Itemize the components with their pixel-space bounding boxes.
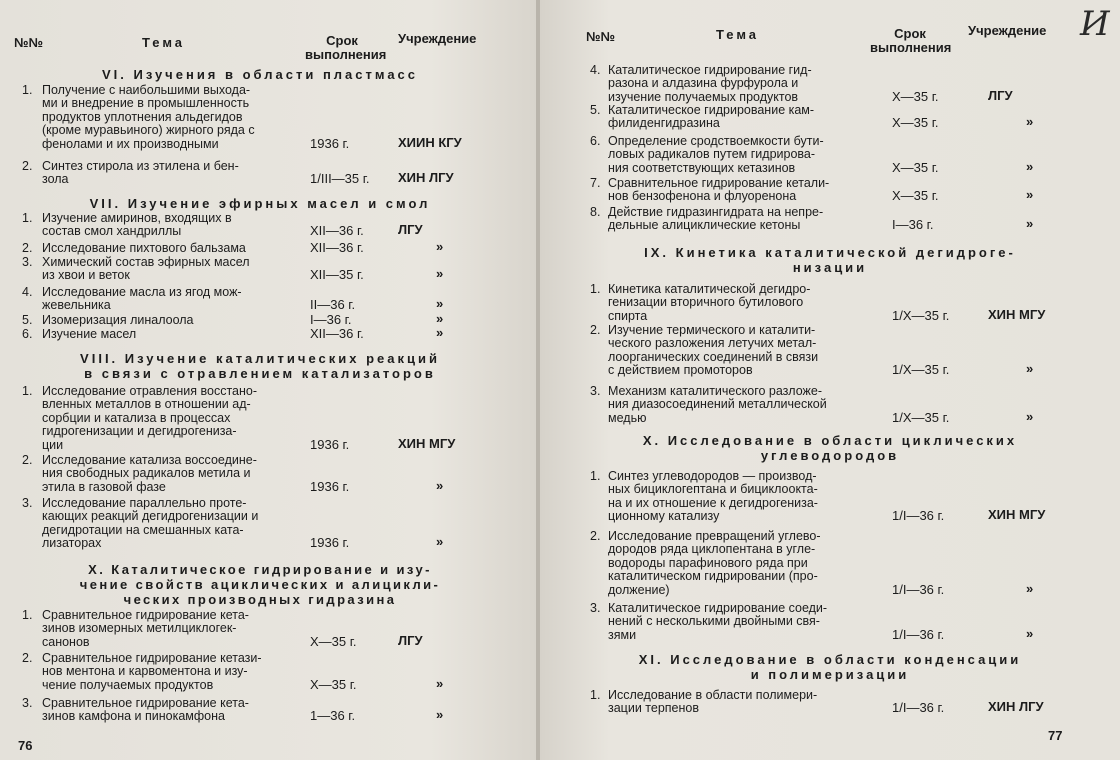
- item-term: X—35 г.: [310, 633, 357, 649]
- item-number: 3.: [590, 601, 601, 615]
- column-header-term-line1: Срок: [894, 26, 926, 41]
- column-header-term-line2: выполнения: [305, 47, 387, 62]
- item-term: 1/X—35 г.: [892, 362, 950, 378]
- item-text-line: (кроме муравьиного) жирного ряда с: [42, 123, 255, 138]
- item-term: XII—36 г.: [310, 326, 364, 341]
- item-number: 3.: [22, 255, 33, 269]
- item-number: 2.: [22, 453, 33, 467]
- item-text-line: лоорганических соединений в связи: [608, 349, 819, 364]
- item-term: 1/I—36 г.: [892, 508, 945, 524]
- item-institution: »: [1026, 408, 1034, 424]
- item-text-line: Действие гидразингидрата на непре-: [608, 205, 824, 219]
- section-title-line: ческих производных гидразина: [123, 592, 397, 607]
- item-text-line: нов ментона и карвоментона и изу-: [42, 664, 248, 679]
- section-title-line: X. Исследование в области циклических: [642, 433, 1018, 448]
- right-page: [540, 0, 1120, 760]
- item-term: II—36 г.: [310, 297, 356, 313]
- page-number: 77: [1048, 728, 1063, 743]
- section-title: VI. Изучения в области пластмасс: [101, 67, 419, 82]
- section-title-line: XI. Исследование в области конденсации: [638, 652, 1022, 667]
- item-number: 1.: [590, 282, 601, 296]
- item-institution: »: [436, 311, 444, 326]
- item-text-line: нов бензофенона и флуоренона: [608, 189, 797, 204]
- item-term: 1936 г.: [310, 478, 350, 494]
- item-text-line: ционному катализу: [608, 509, 720, 524]
- item-institution: ХИН МГУ: [988, 306, 1046, 322]
- item-text-line: Исследование отравления восстано-: [42, 384, 258, 398]
- item-institution: »: [436, 239, 444, 254]
- item-text-line: дельные алициклические кетоны: [608, 218, 801, 233]
- item-text-line: этила в газовой фазе: [42, 479, 166, 494]
- column-header-institution: Учреждение: [968, 23, 1047, 38]
- left-page: [0, 0, 538, 760]
- item-term: I—36 г.: [892, 217, 934, 233]
- item-text-line: ческого разложения летучих метал-: [608, 336, 817, 351]
- item-number: 1.: [22, 211, 33, 225]
- item-text-line: дородов ряда циклопентана в угле-: [608, 542, 816, 557]
- item-number: 5.: [22, 313, 33, 327]
- item-number: 6.: [22, 327, 33, 341]
- item-text-line: чение получаемых продуктов: [42, 677, 214, 692]
- item-text-line: из хвои и веток: [42, 268, 130, 283]
- section-title: [580, 433, 1080, 463]
- item-text-line: ловых радикалов путем гидрирова-: [608, 147, 816, 162]
- item-number: 1.: [22, 608, 33, 622]
- item-text-line: Каталитическое гидрирование кам-: [608, 103, 815, 117]
- item-number: 1.: [22, 83, 33, 97]
- item-term: X—35 г.: [892, 88, 939, 104]
- item-number: 5.: [590, 103, 601, 117]
- item-institution: ХИН МГУ: [398, 435, 456, 451]
- item-text-line: вленных металлов в отношении ад-: [42, 397, 251, 412]
- item-text-line: гидрогенизации и дегидрогениза-: [42, 424, 237, 439]
- item-number: 2.: [22, 241, 33, 255]
- item-institution: ЛГУ: [988, 87, 1013, 103]
- item-text-line: ми и внедрение в промышленность: [42, 96, 250, 111]
- item-text-line: Химический состав эфирных масел: [42, 255, 250, 269]
- item-number: 2.: [590, 323, 601, 337]
- item-institution: »: [436, 325, 444, 340]
- item-text-line: медью: [608, 410, 647, 425]
- item-text-line: Исследование пихтового бальзама: [42, 241, 246, 255]
- item-text-line: ных бициклогептана и бициклоокта-: [608, 482, 818, 497]
- item-number: 8.: [590, 205, 601, 219]
- item-text-line: санонов: [42, 634, 90, 649]
- item-text-line: лизаторах: [42, 536, 102, 551]
- item-text-line: ции: [42, 437, 64, 452]
- item-number: 2.: [22, 651, 33, 665]
- item-number: 7.: [590, 176, 601, 190]
- section-title-line: IX. Кинетика каталитической дегидроге-: [644, 245, 1016, 260]
- item-text-line: Сравнительное гидрирование кета-: [42, 608, 249, 622]
- item-institution: »: [436, 707, 444, 723]
- item-number: 4.: [22, 285, 33, 299]
- item-text-line: с действием промоторов: [608, 363, 753, 378]
- item-text-line: фенолами и их производными: [42, 136, 219, 151]
- item-text-line: Исследование превращений углево-: [608, 529, 821, 543]
- item-number: 3.: [22, 496, 33, 510]
- item-term: XII—36 г.: [310, 240, 364, 255]
- item-institution: »: [436, 675, 444, 691]
- item-institution: »: [436, 477, 444, 493]
- item-text-line: Каталитическое гидрирование гид-: [608, 63, 812, 77]
- section-title: [10, 562, 510, 607]
- item-institution: »: [1026, 158, 1034, 174]
- item-term: 1/I—36 г.: [892, 626, 945, 642]
- item-text-line: кающих реакций дегидрогенизации и: [42, 509, 259, 524]
- item-number: 3.: [22, 696, 33, 710]
- item-number: 2.: [22, 159, 33, 173]
- section-title-line: углеводородов: [760, 448, 900, 463]
- section-title-line: X. Каталитическое гидрирование и изу-: [88, 562, 432, 577]
- column-header-term: [305, 33, 387, 62]
- item-term: 1/I—36 г.: [892, 581, 945, 597]
- item-term: 1/X—35 г.: [892, 307, 950, 323]
- item-text-line: на и их отношение к дегидрогениза-: [608, 495, 818, 510]
- item-institution: »: [1026, 580, 1034, 596]
- item-text-line: зации терпенов: [608, 701, 699, 716]
- item-term: XII—36 г.: [310, 223, 364, 239]
- item-text-line: должение): [608, 582, 670, 597]
- item-text-line: Определение сродствоемкости бути-: [608, 134, 824, 148]
- item-text-line: Исследование параллельно проте-: [42, 496, 247, 510]
- item-text-line: Получение с наибольшими выхода-: [42, 83, 251, 97]
- item-term: X—35 г.: [892, 115, 939, 131]
- item-number: 4.: [590, 63, 601, 77]
- column-header-number: №№: [586, 29, 615, 44]
- item-text-line: жевельника: [42, 298, 111, 313]
- item-term: X—35 г.: [892, 188, 939, 204]
- item-text-line: продуктов уплотнения альдегидов: [42, 109, 243, 124]
- item-text-line: зинов изомерных метилциклогек-: [42, 621, 237, 636]
- item-text-line: сорбции и катализа в процессах: [42, 410, 231, 425]
- item-term: 1/X—35 г.: [892, 409, 950, 425]
- item-text-line: ния соответствующих кетазинов: [608, 160, 796, 175]
- item-term: XII—35 г.: [310, 267, 364, 283]
- item-text-line: Каталитическое гидрирование соеди-: [608, 601, 828, 615]
- item-institution: »: [1026, 187, 1034, 203]
- item-text-line: разона и алдазина фурфурола и: [608, 76, 799, 91]
- item-text-line: изучение получаемых продуктов: [608, 89, 799, 104]
- item-institution: »: [436, 266, 444, 282]
- item-text-line: нений с несколькими двойными свя-: [608, 614, 820, 629]
- item-text-line: генизации вторичного бутилового: [608, 295, 804, 310]
- section-title: VII. Изучение эфирных масел и смол: [89, 196, 431, 211]
- section-title-line: VIII. Изучение каталитических реакций: [80, 351, 440, 366]
- column-header-term: [870, 27, 950, 55]
- column-header-term-line2: выполнения: [870, 40, 952, 55]
- item-text-line: Сравнительное гидрирование кетази-: [42, 651, 262, 665]
- item-number: 6.: [590, 134, 601, 148]
- item-institution: »: [1026, 625, 1034, 641]
- handwritten-mark: И: [1080, 4, 1110, 44]
- item-text-line: Механизм каталитического разложе-: [608, 384, 822, 398]
- item-institution: ХИН ЛГУ: [988, 699, 1044, 715]
- item-text-line: спирта: [608, 308, 648, 323]
- item-text-line: водороды парафинового ряда при: [608, 555, 808, 570]
- item-number: 2.: [590, 529, 601, 543]
- item-text-line: Исследование в области полимери-: [608, 688, 818, 702]
- item-institution: »: [1026, 114, 1034, 130]
- item-institution: »: [1026, 216, 1034, 232]
- item-text-line: Исследование масла из ягод мож-: [42, 285, 242, 299]
- column-header-topic: Тема: [716, 27, 760, 42]
- item-text-line: Синтез стирола из этилена и бен-: [42, 159, 239, 173]
- item-text-line: зинов камфона и пинокамфона: [42, 709, 225, 724]
- item-term: X—35 г.: [310, 676, 357, 692]
- item-term: 1/I—36 г.: [892, 700, 945, 716]
- section-title-line: и полимеризации: [750, 667, 910, 682]
- item-institution: »: [436, 534, 444, 550]
- item-text-line: зями: [608, 627, 637, 642]
- item-text-line: состав смол хандриллы: [42, 224, 182, 239]
- column-header-number: №№: [14, 35, 43, 50]
- item-institution: »: [436, 296, 444, 312]
- item-text-line: ния свободных радикалов метила и: [42, 466, 251, 481]
- item-text-line: ния диазосоединений металлической: [608, 397, 827, 412]
- item-text-line: каталитическом гидрировании (про-: [608, 569, 818, 584]
- section-title: [20, 351, 500, 381]
- column-header-term-line1: Срок: [326, 33, 358, 48]
- column-header-topic: Тема: [142, 35, 186, 50]
- item-number: 3.: [590, 384, 601, 398]
- item-text-line: Изомеризация линалоола: [42, 313, 194, 327]
- item-text-line: Синтез углеводородов — производ-: [608, 469, 817, 483]
- item-number: 1.: [22, 384, 33, 398]
- section-title: [580, 652, 1080, 682]
- item-text-line: Изучение амиринов, входящих в: [42, 211, 232, 225]
- item-institution: ХИИН КГУ: [398, 134, 462, 150]
- item-text-line: Сравнительное гидрирование кета-: [42, 696, 249, 710]
- column-header-institution: Учреждение: [398, 31, 477, 46]
- item-number: 1.: [590, 688, 601, 702]
- item-institution: ХИН ЛГУ: [398, 170, 454, 186]
- item-text-line: Изучение термического и каталити-: [608, 323, 816, 337]
- item-text-line: филиденгидразина: [608, 116, 720, 131]
- item-text-line: Сравнительное гидрирование кетали-: [608, 176, 830, 190]
- item-term: X—35 г.: [892, 159, 939, 175]
- item-text-line: дегидротации на смешанных ката-: [42, 522, 244, 537]
- item-term: 1936 г.: [310, 535, 350, 551]
- item-text-line: зола: [42, 172, 69, 187]
- item-term: 1936 г.: [310, 135, 350, 151]
- item-institution: ЛГУ: [398, 222, 423, 238]
- item-text-line: Исследование катализа воссоедине-: [42, 453, 257, 467]
- section-title: [580, 245, 1080, 275]
- section-title-line: низации: [792, 260, 868, 275]
- item-number: 1.: [590, 469, 601, 483]
- item-institution: »: [1026, 361, 1034, 377]
- section-title-line: в связи с отравлением катализаторов: [84, 366, 436, 381]
- item-term: I—36 г.: [310, 312, 352, 327]
- item-term: 1—36 г.: [310, 708, 356, 724]
- item-text-line: Кинетика каталитической дегидро-: [608, 282, 811, 296]
- section-title-line: чение свойств ациклических и алицикли-: [79, 577, 441, 592]
- item-term: 1936 г.: [310, 436, 350, 452]
- item-text-line: Изучение масел: [42, 327, 137, 341]
- item-term: 1/III—35 г.: [310, 171, 370, 187]
- item-institution: ХИН МГУ: [988, 507, 1046, 523]
- item-institution: ЛГУ: [398, 632, 423, 648]
- page-number: 76: [18, 738, 33, 753]
